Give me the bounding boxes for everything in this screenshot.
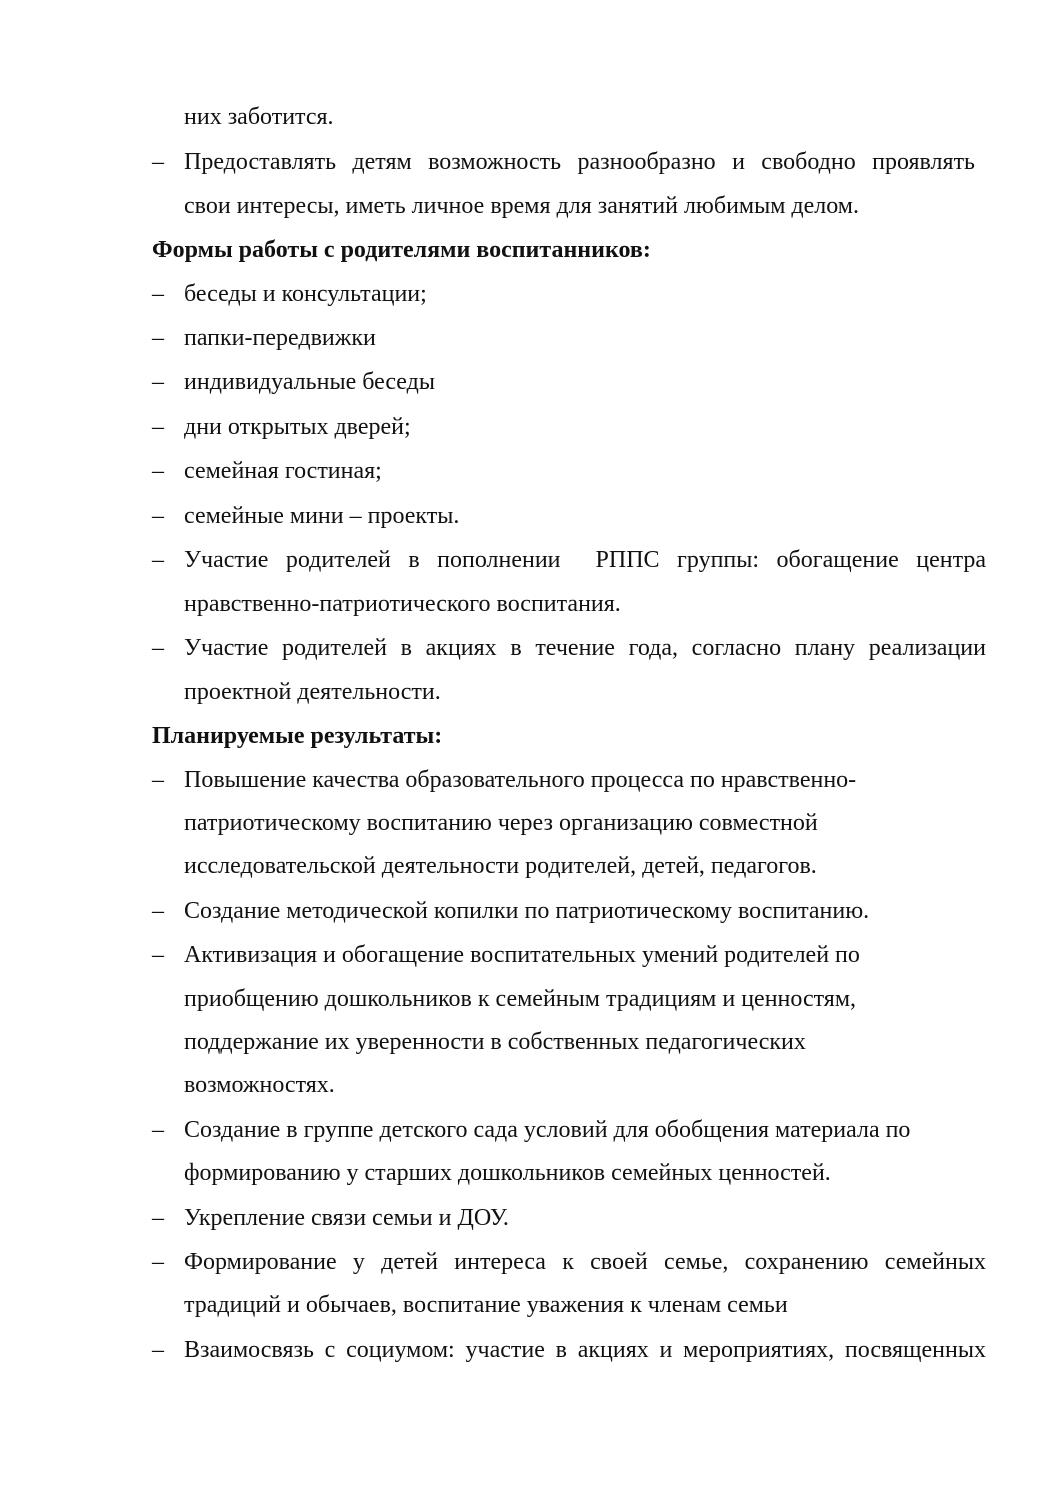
- bullet-dash: –: [152, 942, 164, 968]
- bullet-dash: –: [152, 1249, 164, 1275]
- result-quality-line-2: патриотическому воспитанию через организацию совместной: [184, 810, 818, 836]
- form-item: семейные мини – проекты.: [184, 503, 460, 529]
- result-quality-line-1: Повышение качества образовательного процесса по нравственно-: [184, 767, 857, 793]
- item-actions-line-2: проектной деятельности.: [184, 679, 441, 705]
- bullet-dash: –: [152, 414, 164, 440]
- form-item: семейная гостиная;: [184, 458, 382, 484]
- result-quality-line-3: исследовательской деятельности родителей, детей, педагогов.: [184, 853, 817, 879]
- bullet-dash: –: [152, 1117, 164, 1143]
- bullet-dash: –: [152, 503, 164, 529]
- result-activate-line-2: приобщению дошкольников к семейным традициям и ценностям,: [184, 986, 857, 1012]
- result-interest-line-1: Формирование у детей интереса к своей семье, сохранению семейных: [184, 1249, 986, 1275]
- form-item: индивидуальные беседы: [184, 369, 435, 395]
- result-activate-line-4: возможностях.: [184, 1072, 335, 1098]
- result-conditions-line-2: формированию у старших дошкольников семейных ценностей.: [184, 1160, 831, 1186]
- bullet-dash: –: [152, 458, 164, 484]
- bullet-dash: –: [152, 325, 164, 351]
- result-activate-line-3: поддержание их уверенности в собственных педагогических: [184, 1029, 806, 1055]
- result-conditions-line-1: Создание в группе детского сада условий для обобщения материала по: [184, 1117, 911, 1143]
- heading-forms: Формы работы с родителями воспитанников:: [152, 237, 651, 263]
- form-item: дни открытых дверей;: [184, 414, 411, 440]
- result-interest-line-2: традиций и обычаев, воспитание уважения к членам семьи: [184, 1292, 788, 1318]
- bullet-dash: –: [152, 635, 164, 661]
- item-free-line-1: Предоставлять детям возможность разнообразно и свободно проявлять: [184, 149, 975, 175]
- bullet-dash: –: [152, 1337, 164, 1363]
- item-rpps-line-2: нравственно-патриотического воспитания.: [184, 591, 621, 617]
- result-society-line-1: Взаимосвязь с социумом: участие в акциях и мероприятиях, посвященных: [184, 1337, 986, 1363]
- bullet-dash: –: [152, 898, 164, 924]
- heading-results: Планируемые результаты:: [152, 723, 443, 749]
- bullet-dash: –: [152, 547, 164, 573]
- item-actions-line-1: Участие родителей в акциях в течение года, согласно плану реализации: [184, 635, 986, 661]
- result-activate-line-1: Активизация и обогащение воспитательных умений родителей по: [184, 942, 860, 968]
- intro-line: них заботится.: [184, 104, 334, 130]
- bullet-dash: –: [152, 149, 164, 175]
- item-rpps-line-1: Участие родителей в пополнении РППС группы: обогащение центра: [184, 547, 986, 573]
- result-bond: Укрепление связи семьи и ДОУ.: [184, 1205, 509, 1231]
- form-item: беседы и консультации;: [184, 281, 427, 307]
- bullet-dash: –: [152, 281, 164, 307]
- item-free-line-2: свои интересы, иметь личное время для занятий любимым делом.: [184, 193, 859, 219]
- result-bank: Создание методической копилки по патриотическому воспитанию.: [184, 898, 870, 924]
- bullet-dash: –: [152, 1205, 164, 1231]
- bullet-dash: –: [152, 767, 164, 793]
- bullet-dash: –: [152, 369, 164, 395]
- form-item: папки-передвижки: [184, 325, 376, 351]
